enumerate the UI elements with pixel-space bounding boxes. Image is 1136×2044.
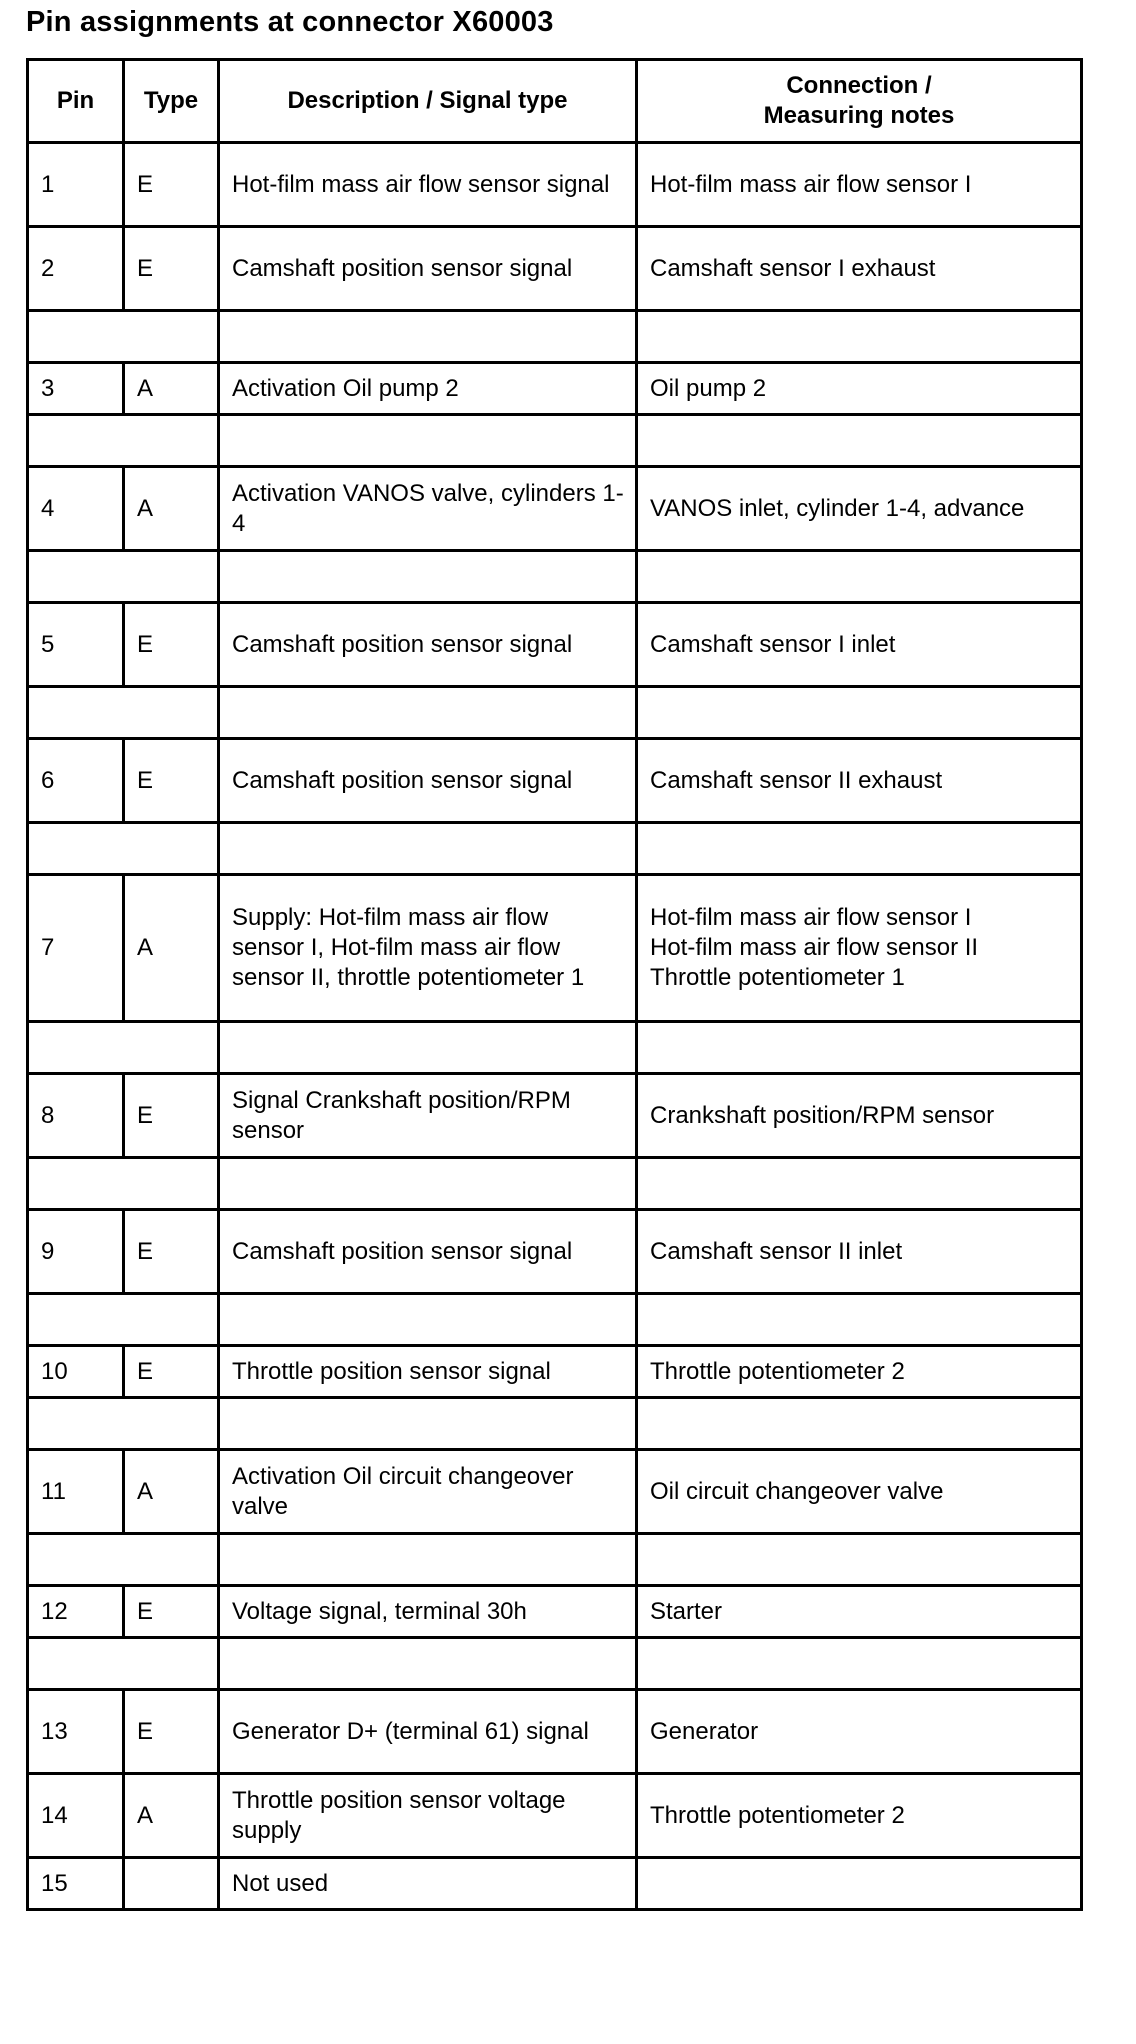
description-cell: Voltage signal, terminal 30h [219,1586,637,1638]
connection-cell: Hot-film mass air flow sensor I Hot-film mass air flow sensor II Throttle potentiometer 1 [637,875,1082,1022]
empty-row [28,687,1082,739]
header-type: Type [124,60,219,143]
empty-row [28,311,1082,363]
description-cell: Supply: Hot-film mass air flow sensor I, Hot-film mass air flow sensor II, throttle potentiometer 1 [219,875,637,1022]
type-cell: E [124,739,219,823]
type-cell: E [124,603,219,687]
connection-cell: VANOS inlet, cylinder 1-4, advance [637,467,1082,551]
type-cell: A [124,1774,219,1858]
pin-cell: 3 [28,363,124,415]
empty-cell [637,823,1082,875]
pin-cell: 11 [28,1450,124,1534]
empty-cell [219,551,637,603]
type-cell: A [124,467,219,551]
empty-cell [637,1534,1082,1586]
table-row [28,227,1082,311]
pin-cell: 7 [28,875,124,1022]
empty-cell [219,1022,637,1074]
empty-cell [28,1158,219,1210]
description-cell: Activation Oil pump 2 [219,363,637,415]
empty-cell [637,1158,1082,1210]
connection-cell: Throttle potentiometer 2 [637,1346,1082,1398]
page-title: Pin assignments at connector X60003 [26,6,554,38]
type-cell: A [124,1450,219,1534]
description-cell: Camshaft position sensor signal [219,1210,637,1294]
empty-cell [219,311,637,363]
connection-cell: Camshaft sensor I exhaust [637,227,1082,311]
empty-cell [28,687,219,739]
empty-cell [219,1398,637,1450]
table-row [28,1450,1082,1534]
table-row [28,1210,1082,1294]
empty-cell [28,415,219,467]
description-cell: Activation VANOS valve, cylinders 1-4 [219,467,637,551]
description-cell: Camshaft position sensor signal [219,227,637,311]
table-row [28,875,1082,1022]
empty-cell [219,823,637,875]
table-row [28,1690,1082,1774]
pin-cell: 14 [28,1774,124,1858]
empty-row [28,1022,1082,1074]
empty-cell [28,823,219,875]
table-row [28,739,1082,823]
type-cell: E [124,1346,219,1398]
empty-cell [28,551,219,603]
type-cell: E [124,1074,219,1158]
empty-cell [637,1638,1082,1690]
pin-cell: 8 [28,1074,124,1158]
connection-cell [637,1858,1082,1910]
table-row [28,1586,1082,1638]
empty-cell [28,1398,219,1450]
pin-cell: 2 [28,227,124,311]
pin-cell: 5 [28,603,124,687]
header-pin: Pin [28,60,124,143]
table-row [28,143,1082,227]
empty-row [28,1294,1082,1346]
connection-cell: Hot-film mass air flow sensor I [637,143,1082,227]
connection-cell: Camshaft sensor II inlet [637,1210,1082,1294]
description-cell: Camshaft position sensor signal [219,739,637,823]
empty-cell [28,1534,219,1586]
empty-cell [28,1022,219,1074]
empty-row [28,823,1082,875]
type-cell: E [124,1586,219,1638]
empty-cell [219,415,637,467]
type-cell: A [124,363,219,415]
connection-cell: Generator [637,1690,1082,1774]
header-connection-line2: Measuring notes [763,102,955,129]
empty-cell [219,1534,637,1586]
connection-cell: Oil pump 2 [637,363,1082,415]
pin-cell: 13 [28,1690,124,1774]
empty-cell [637,1294,1082,1346]
pin-cell: 12 [28,1586,124,1638]
connection-cell: Camshaft sensor II exhaust [637,739,1082,823]
empty-cell [219,1158,637,1210]
description-cell: Generator D+ (terminal 61) signal [219,1690,637,1774]
pin-cell: 1 [28,143,124,227]
type-cell: A [124,875,219,1022]
empty-cell [219,687,637,739]
type-cell: E [124,1690,219,1774]
description-cell: Throttle position sensor signal [219,1346,637,1398]
empty-cell [219,1638,637,1690]
description-cell: Signal Crankshaft position/RPM sensor [219,1074,637,1158]
pin-cell: 4 [28,467,124,551]
table-row [28,363,1082,415]
pin-cell: 15 [28,1858,124,1910]
empty-row [28,551,1082,603]
empty-cell [637,1022,1082,1074]
empty-row [28,1158,1082,1210]
table-row [28,1074,1082,1158]
type-cell: E [124,227,219,311]
table-row [28,1774,1082,1858]
empty-row [28,415,1082,467]
empty-row [28,1398,1082,1450]
empty-cell [637,415,1082,467]
connection-cell: Starter [637,1586,1082,1638]
empty-cell [637,1398,1082,1450]
pin-cell: 6 [28,739,124,823]
empty-row [28,1534,1082,1586]
empty-cell [219,1294,637,1346]
pin-assignment-table [26,58,1083,1911]
table-row [28,603,1082,687]
type-cell: E [124,143,219,227]
connection-cell: Oil circuit changeover valve [637,1450,1082,1534]
pin-cell: 10 [28,1346,124,1398]
type-cell [124,1858,219,1910]
type-cell: E [124,1210,219,1294]
connection-cell: Throttle potentiometer 2 [637,1774,1082,1858]
description-cell: Activation Oil circuit changeover valve [219,1450,637,1534]
header-description: Description / Signal type [219,60,637,143]
table-row [28,1346,1082,1398]
empty-cell [637,551,1082,603]
table-header-row [28,60,1082,143]
pin-cell: 9 [28,1210,124,1294]
empty-cell [637,687,1082,739]
empty-cell [28,311,219,363]
description-cell: Not used [219,1858,637,1910]
description-cell: Hot-film mass air flow sensor signal [219,143,637,227]
table-row [28,467,1082,551]
empty-cell [28,1294,219,1346]
empty-cell [28,1638,219,1690]
empty-cell [637,311,1082,363]
empty-row [28,1638,1082,1690]
connection-cell: Camshaft sensor I inlet [637,603,1082,687]
table-row [28,1858,1082,1910]
description-cell: Camshaft position sensor signal [219,603,637,687]
header-connection [637,60,1082,143]
connection-cell: Crankshaft position/RPM sensor [637,1074,1082,1158]
description-cell: Throttle position sensor voltage supply [219,1774,637,1858]
header-connection-line1: Connection / [786,72,932,99]
